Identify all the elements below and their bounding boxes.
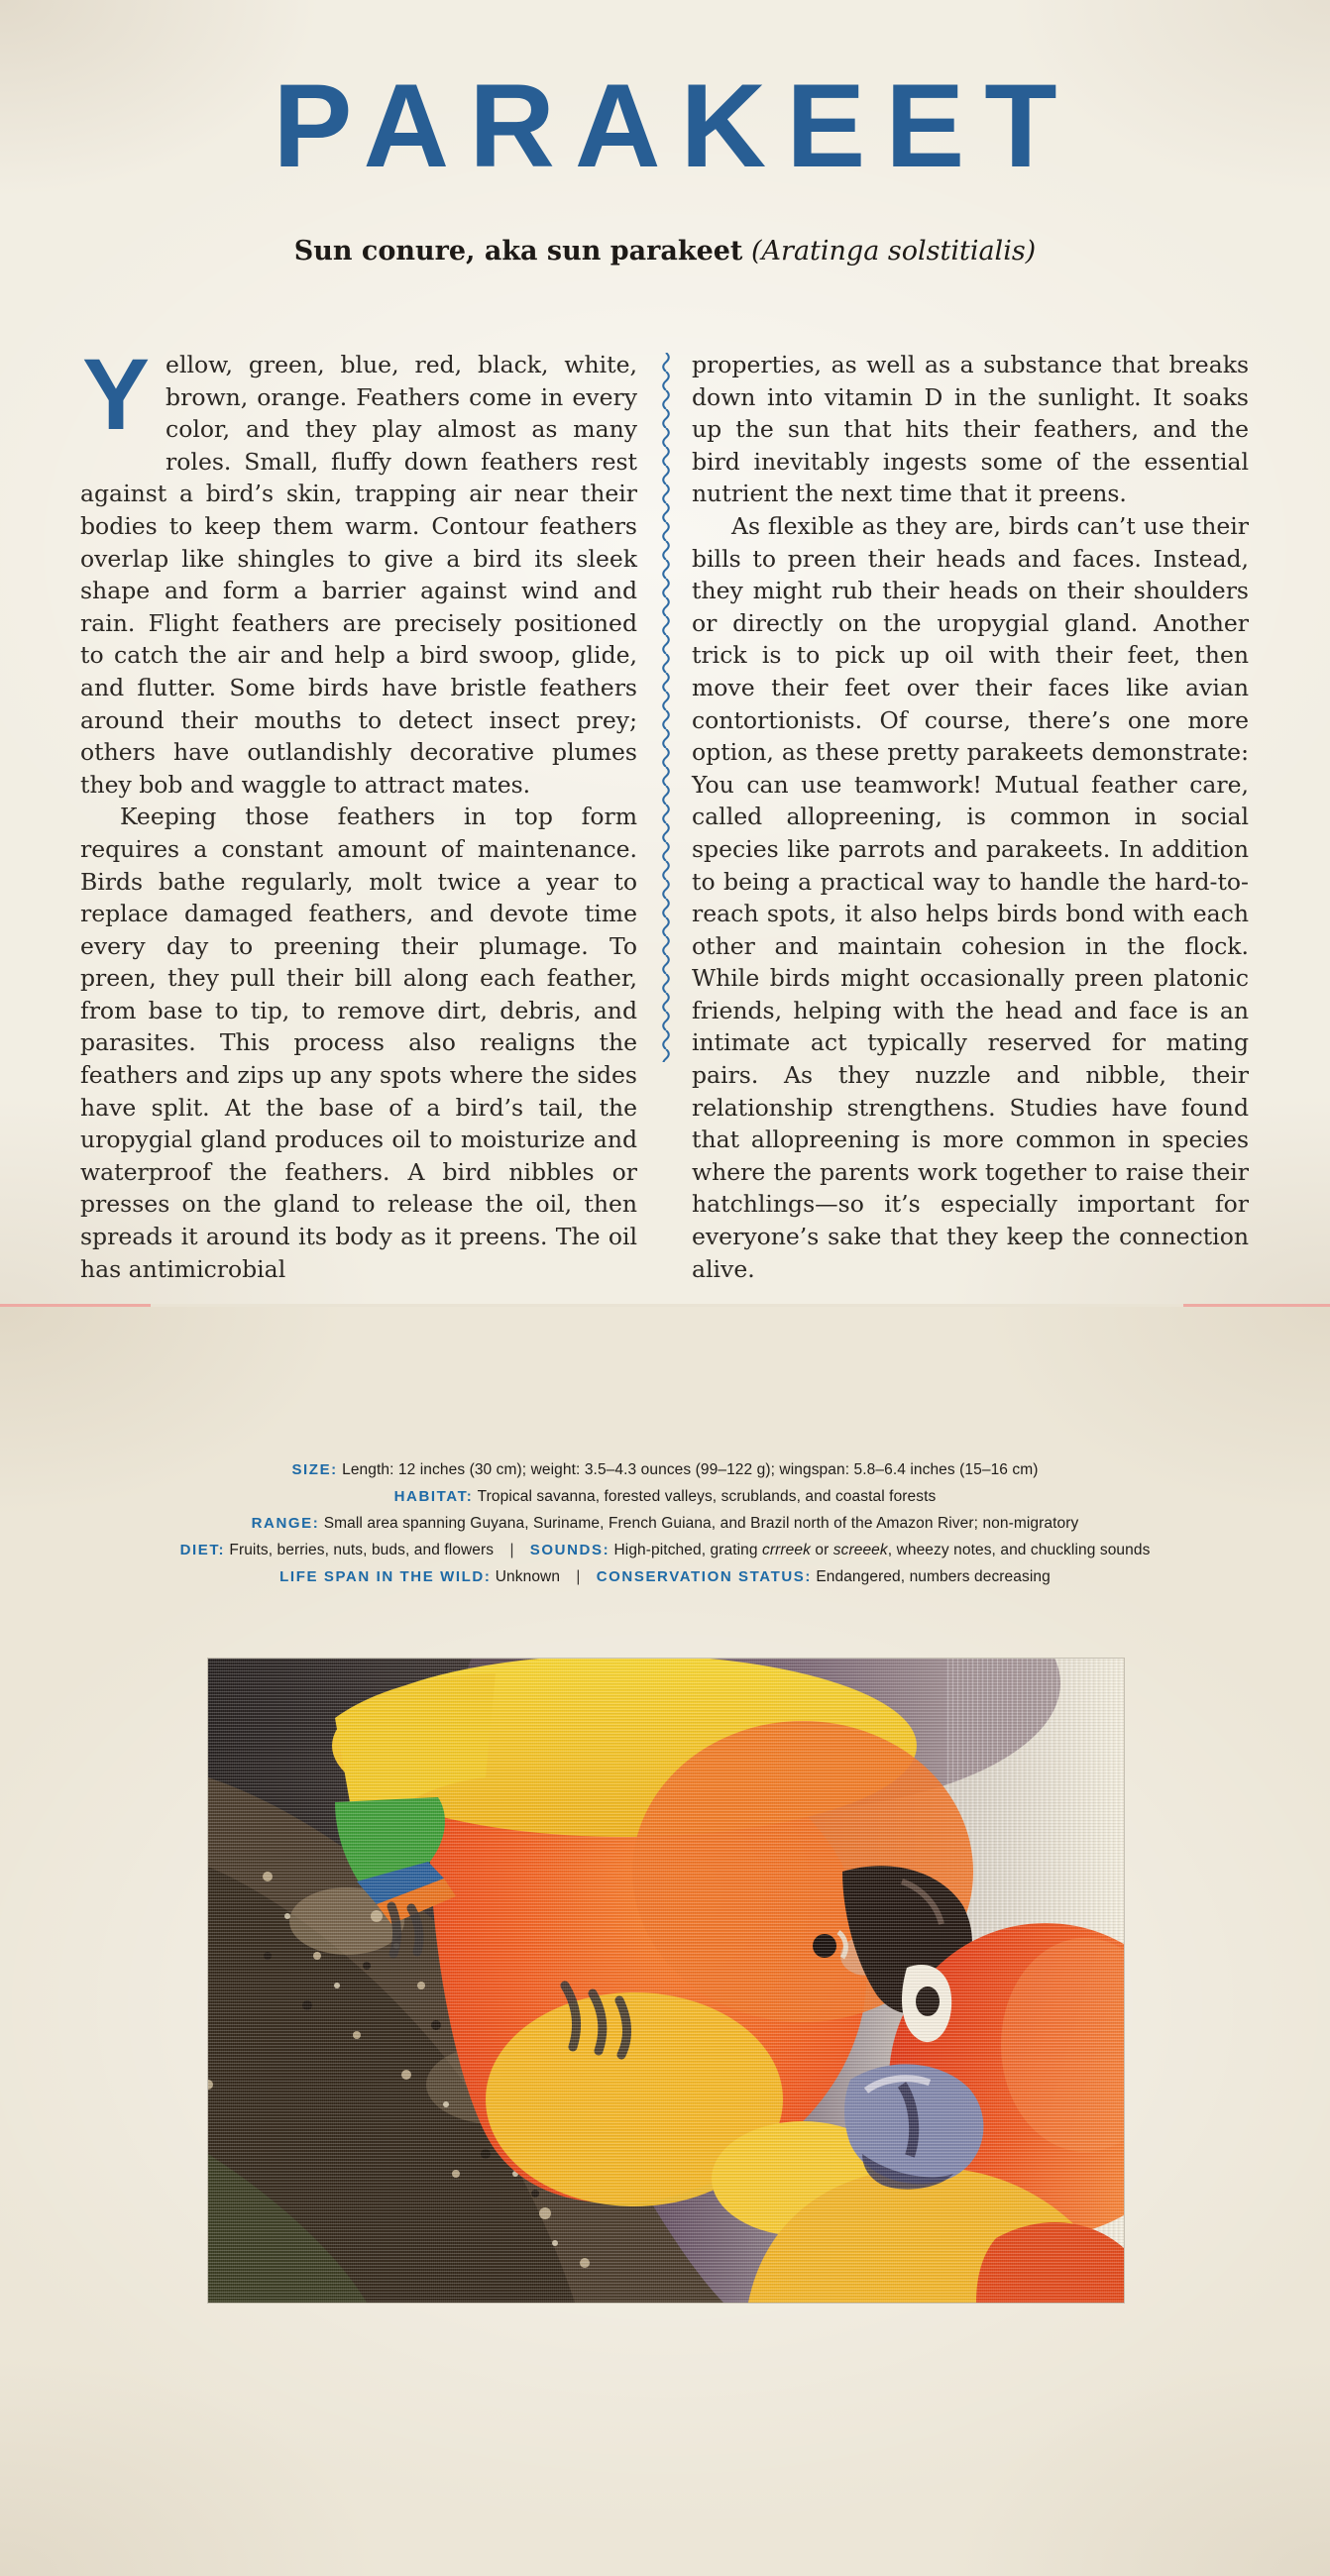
column-divider-wave <box>658 353 674 1062</box>
size-value: Length: 12 inches (30 cm); weight: 3.5–4.3 ounces (99–122 g); wingspan: 5.8–6.4 inches (15–16 cm) <box>342 1461 1039 1478</box>
fact-row-habitat <box>0 1483 1330 1510</box>
sounds-label: SOUNDS: <box>529 1542 610 1558</box>
page-bottom <box>0 1307 1330 2576</box>
sun-conure-illustration <box>208 1659 1124 2303</box>
wavy-line-art <box>658 353 674 1062</box>
fact-row-diet-sounds <box>0 1537 1330 1563</box>
habitat-label: HABITAT: <box>393 1488 474 1505</box>
article-paragraph-1 <box>80 338 637 801</box>
sounds-value-part3: , wheezy notes, and chuckling sounds <box>887 1542 1151 1558</box>
conservation-value: Endangered, numbers decreasing <box>816 1568 1051 1585</box>
fact-row-size <box>0 1456 1330 1483</box>
lifespan-value: Unknown <box>495 1568 561 1585</box>
upper-bird-eye <box>813 1934 836 1958</box>
diet-label: DIET: <box>179 1542 226 1558</box>
facts-separator-2: | <box>576 1568 581 1585</box>
lifespan-label: LIFE SPAN IN THE WILD: <box>279 1568 492 1585</box>
article-paragraph-2: Keeping those feathers in top form requires a constant amount of maintenance. Birds bathe regularly, molt twice a year to replace damaged feathers, and devote time every day to preening their plumage. To preen, they pull their bill along each feather, from base to tip, to remove dirt, debris, and parasites. This process also realigns the feathers and zips up any spots where the sides have split. At the base of a bird’s tail, the uropygial gland produces oil to moisturize and waterproof the feathers. A bird nibbles or presses on the gland to release the oil, then spreads it around its body as it preens. The oil has antimicrobial <box>80 803 637 1283</box>
diet-value: Fruits, berries, nuts, buds, and flowers <box>229 1542 495 1558</box>
habitat-value: Tropical savanna, forested valleys, scrublands, and coastal forests <box>477 1488 937 1505</box>
article-paragraph-4: As flexible as they are, birds can’t use their bills to preen their heads and faces. Instead, they might rub their heads on their shoulders or directly on the uropygial gland. Another trick is to pick up oil with their feet, then move their feet over their faces like avian contortionists. Of course, there’s one more option, as these pretty parakeets demonstrate: You can use teamwork! Mutual feather care, called allopreening, is common in social species like parrots and parakeets. In addition to being a practical way to handle the hard-to-reach spots, it also helps birds bond with each other and maintain cohesion in the flock. While birds might occasionally preen platonic friends, helping with the head and face is an intimate act typically reserved for mating pairs. As they nuzzle and nibble, their relationship strengthens. Studies have found that allopreening is more common in species where the parents work together to raise their hatchlings—so it’s especially important for everyone’s sake that they keep the connection alive. <box>692 511 1249 1283</box>
range-label: RANGE: <box>251 1515 320 1532</box>
article-paragraph-3: properties, as well as a substance that breaks down into vitamin D in the sunlight. It soaks up the sun that hits their feathers, and the bird inevitably ingests some of the essential nutrient the next time that it preens. <box>692 351 1249 508</box>
paragraph-1-text: ellow, green, blue, red, black, white, brown, orange. Feathers come in every color, and they play almost as many roles. Small, fluffy down feathers rest against a bird’s skin, trapping air near their bodies to keep them warm. Contour feathers overlap like shingles to give a bird its sleek shape and form a barrier against wind and rain. Flight feathers are precisely positioned to catch the air and help a bird swoop, glide, and flutter. Some birds have bristle feathers around their mouths to detect insect prey; others have outlandishly decorative plumes they bob and waggle to attract mates. <box>80 351 637 799</box>
fact-row-range <box>0 1510 1330 1537</box>
subtitle-scientific-name: (Aratinga solstitialis) <box>751 236 1037 267</box>
sounds-value-part1: High-pitched, grating <box>613 1542 763 1558</box>
sounds-value-part2: or <box>810 1542 833 1558</box>
article-column-right <box>692 349 1249 1285</box>
sounds-call-2: screeek <box>832 1542 888 1558</box>
sun-conure-photo <box>208 1659 1124 2303</box>
facts-separator: | <box>509 1542 514 1558</box>
fact-row-lifespan-conservation <box>0 1563 1330 1590</box>
subtitle <box>0 236 1330 268</box>
subtitle-common-name: Sun conure, aka sun parakeet <box>293 236 743 267</box>
range-value: Small area spanning Guyana, Suriname, French Guiana, and Brazil north of the Amazon River; non-migratory <box>323 1515 1079 1532</box>
article-column-left <box>80 338 637 1285</box>
sounds-call-1: crrreek <box>762 1542 811 1558</box>
dropcap-letter: Y <box>82 338 151 451</box>
facts-block <box>0 1456 1330 1590</box>
conservation-label: CONSERVATION STATUS: <box>596 1568 812 1585</box>
page-title: PARAKEET <box>273 59 1077 192</box>
lower-bird-eye <box>916 1986 940 2016</box>
size-label: SIZE: <box>291 1461 338 1478</box>
